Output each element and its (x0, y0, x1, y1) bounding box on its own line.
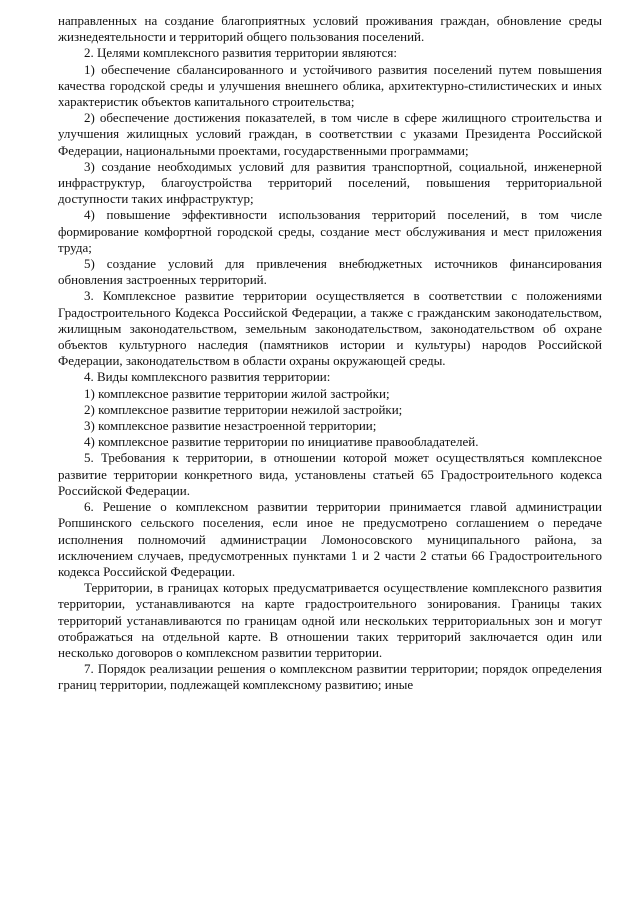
paragraph-goal-4: 4) повышение эффективности использования территорий поселений, в том числе формирование комфортной городской среды, создание мест обслуживания и мест приложения труда; (58, 207, 602, 255)
paragraph-type-4: 4) комплексное развитие территории по инициативе правообладателей. (84, 434, 479, 450)
paragraph-item-2-heading: 2. Целями комплексного развития территории являются: (84, 45, 397, 61)
paragraph-goal-1: 1) обеспечение сбалансированного и устойчивого развития поселений путем повышения качества городской среды и улучшения внешнего облика, архитектурно-стилистических и иных характеристик объектов капитального строительства; (58, 61, 602, 110)
paragraph-territories: Территории, в границах которых предусматривается осуществление комплексного развития территории, устанавливаются на карте градостроительного зонирования. Границы таких территорий устанавливаются по границам одной или нескольких территориальных зон и могут отображаться на отдельной карте. В отношении таких территорий заключается один или несколько договоров о комплексном развитии территории. (58, 580, 602, 660)
paragraph-item-3: 3. Комплексное развитие территории осуществляется в соответствии с положениями Градостроительного Кодекса Российской Федерации, а также с гражданским законодательством, жилищным законодательством, земельным законодательством, законодательством об охране объектов культурного наследия (памятников истории и культуры) народов Российской Федерации, законодательством в области охраны окружающей среды. (58, 288, 602, 369)
paragraph-intro-continuation: направленных на создание благоприятных условий проживания граждан, обновление среды жизнедеятельности и территорий общего пользования поселений. (58, 13, 602, 45)
paragraph-goal-2: 2) обеспечение достижения показателей, в том числе в сфере жилищного строительства и улучшения жилищных условий граждан, в соответствии с указами Президента Российской Федерации, национальными проектами, государственными программами; (58, 110, 602, 158)
paragraph-item-7: 7. Порядок реализации решения о комплексном развитии территории; порядок определения границ территории, подлежащей комплексному развитию; иные (58, 661, 602, 693)
paragraph-type-2: 2) комплексное развитие территории нежилой застройки; (84, 401, 403, 417)
paragraph-type-3: 3) комплексное развитие незастроенной территории; (84, 418, 377, 434)
paragraph-goal-3: 3) создание необходимых условий для развития транспортной, социальной, инженерной инфраструктур, благоустройства территорий поселений, повышения территориальной доступности таких инфраструктур; (58, 158, 602, 207)
paragraph-item-6: 6. Решение о комплексном развитии территории принимается главой администрации Ропшинского сельского поселения, если иное не предусмотрено соглашением о передаче исполнения полномочий администрации Ломоносовского муниципального района, за исключением случаев, предусмотренных пунктами 1 и 2 части 2 статьи 66 Градостроительного кодекса Российской Федерации. (58, 499, 602, 579)
paragraph-goal-5: 5) создание условий для привлечения внебюджетных источников финансирования обновления застроенных территорий. (58, 256, 602, 288)
paragraph-type-1: 1) комплексное развитие территории жилой застройки; (84, 385, 390, 401)
paragraph-item-5: 5. Требования к территории, в отношении которой может осуществляться комплексное развитие территории конкретного вида, установлены статьей 65 Градостроительного кодекса Российской Федерации. (58, 450, 602, 498)
paragraph-item-4-heading: 4. Виды комплексного развития территории: (84, 369, 331, 385)
